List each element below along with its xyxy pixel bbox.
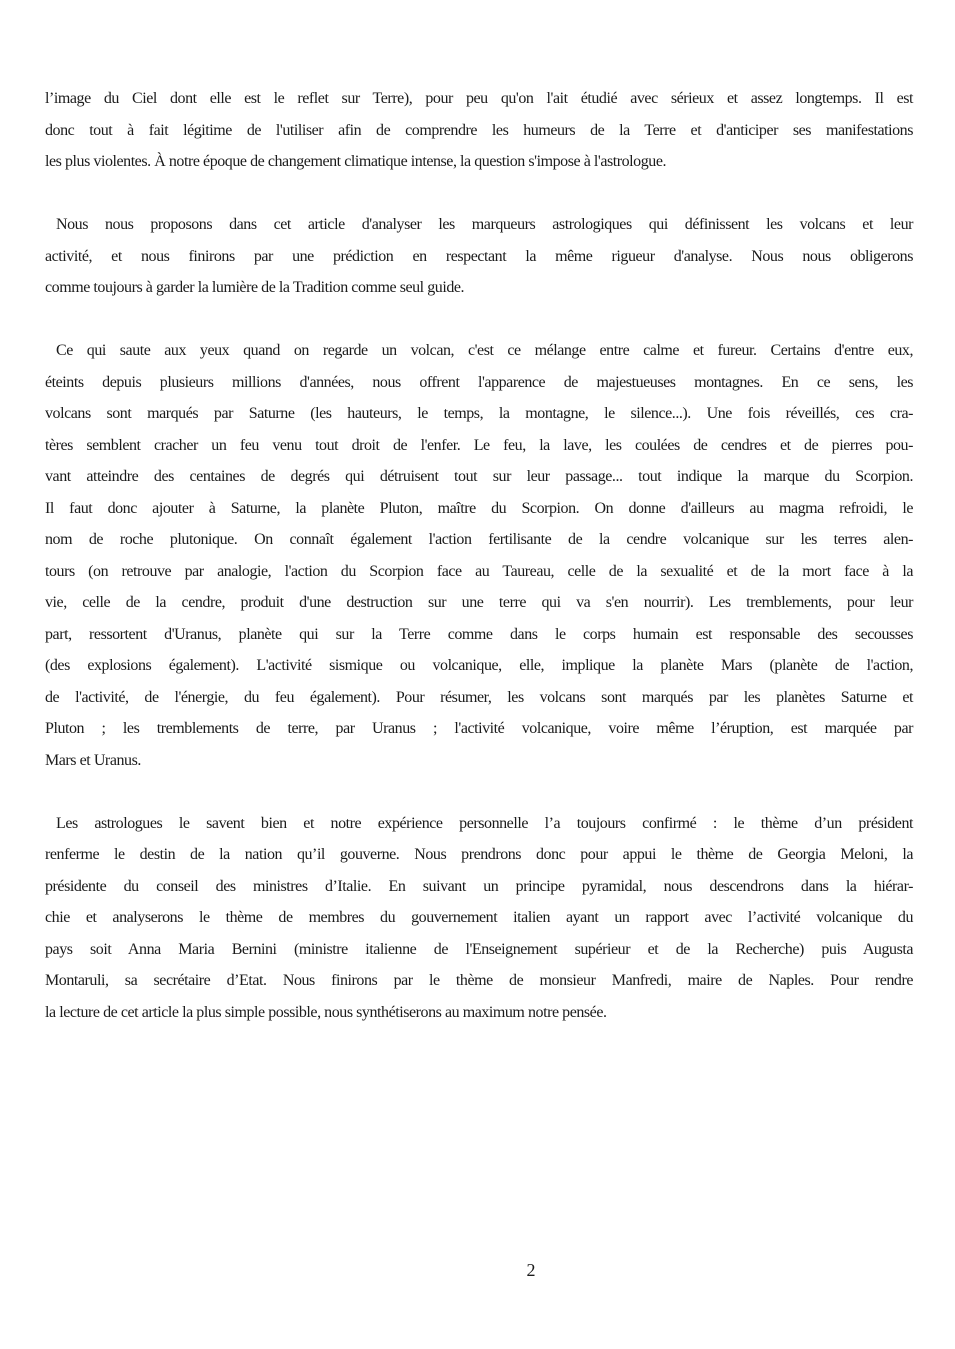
- text-line: nom de roche plutonique. On connaît également l'action fertilisante de la cendre volcanique sur les terres alen-: [45, 531, 913, 548]
- text-line: pays soit Anna Maria Bernini (ministre italienne de l'Enseignement supérieur et de la Recherche) puis Augusta: [45, 940, 913, 958]
- text-line: Les astrologues le savent bien et notre expérience personnelle l’a toujours confirmé : le thème d’un président: [56, 814, 913, 832]
- text-line: les plus violentes. À notre époque de changement climatique intense, la question s'impose à l'astrologue.: [45, 153, 667, 170]
- text-line: Montaruli, sa secrétaire d’Etat. Nous finirons par le thème de monsieur Manfredi, maire de Naples. Pour rendre: [45, 972, 913, 989]
- text-line: chie et analyserons le thème de membres du gouvernement italien ayant un rapport avec l’activité volcanique du: [45, 909, 913, 926]
- text-line: tours (on retrouve par analogie, l'action du Scorpion face au Taureau, celle de la sexualité et de la mort face à la: [45, 562, 913, 580]
- text-line: tères semblent cracher un feu venu tout droit de l'enfer. Le feu, la lave, les coulées de cendres et de pierres pou-: [45, 436, 913, 454]
- text-line: la lecture de cet article la plus simple possible, nous synthétiserons au maximum notre pensée.: [45, 1003, 607, 1021]
- text-line: l’image du Ciel dont elle est le reflet sur Terre), pour peu qu'on l'ait étudié avec sérieux et assez longtemps. Il est: [45, 90, 913, 107]
- text-line: renferme le destin de la nation qu’il gouverne. Nous prendrons donc pour appui le thème de Georgia Meloni, la: [45, 846, 913, 863]
- text-line: (des explosions également). L'activité sismique ou volcanique, elle, implique la planète Mars (planète de l'action,: [45, 657, 913, 674]
- text-line: vant atteindre des centaines de degrés qui détruisent tout sur leur passage... tout indique la marque du Scorpion.: [45, 468, 913, 485]
- text-line: de l'activité, de l'énergie, du feu également). Pour résumer, les volcans sont marqués par les planètes Saturne et: [45, 688, 913, 706]
- text-line: vie, celle de la cendre, produit d'une destruction sur une terre qui va s'en nourrir). Les tremblements, pour leur: [45, 594, 913, 611]
- text-line: part, ressortent d'Uranus, planète qui sur la Terre comme dans le corps humain est responsable des secousses: [45, 625, 913, 643]
- text-line: éteints depuis plusieurs millions d'années, nous offrent l'apparence de majestueuses montagnes. En ce sens, les: [45, 373, 913, 391]
- paragraph: [45, 83, 913, 178]
- paragraph: [45, 209, 913, 304]
- text-line: donc tout à fait légitime de l'utiliser afin de comprendre les humeurs de la Terre et d'anticiper ses manifestations: [45, 121, 913, 139]
- page-number: 2: [526, 1260, 536, 1280]
- text-line: Ce qui saute aux yeux quand on regarde un volcan, c'est ce mélange entre calme et fureur. Certains d'entre eux,: [56, 342, 913, 359]
- text-line: Mars et Uranus.: [45, 751, 141, 769]
- text-line: Pluton ; les tremblements de terre, par Uranus ; l'activité volcanique, voire même l’éruption, est marquée par: [45, 720, 913, 737]
- paragraph: [45, 335, 913, 776]
- text-line: présidente du conseil des ministres d’Italie. En suivant un principe pyramidal, nous descendrons dans la hiérar-: [45, 877, 913, 895]
- page-text: [45, 83, 913, 1028]
- text-line: Nous nous proposons dans cet article d'analyser les marqueurs astrologiques qui définissent les volcans et leur: [56, 216, 913, 233]
- paragraph: [45, 808, 913, 1029]
- text-line: Il faut donc ajouter à Saturne, la planète Pluton, maître du Scorpion. On donne d'ailleurs au magma refroidi, le: [45, 499, 913, 517]
- text-line: activité, et nous finirons par une prédiction en respectant la même rigueur d'analyse. Nous nous obligerons: [45, 247, 913, 265]
- text-line: volcans sont marqués par Saturne (les hauteurs, le temps, la montagne, le silence...). Une fois réveillés, ces cra-: [45, 405, 913, 422]
- text-line: comme toujours à garder la lumière de la Tradition comme seul guide.: [45, 279, 465, 296]
